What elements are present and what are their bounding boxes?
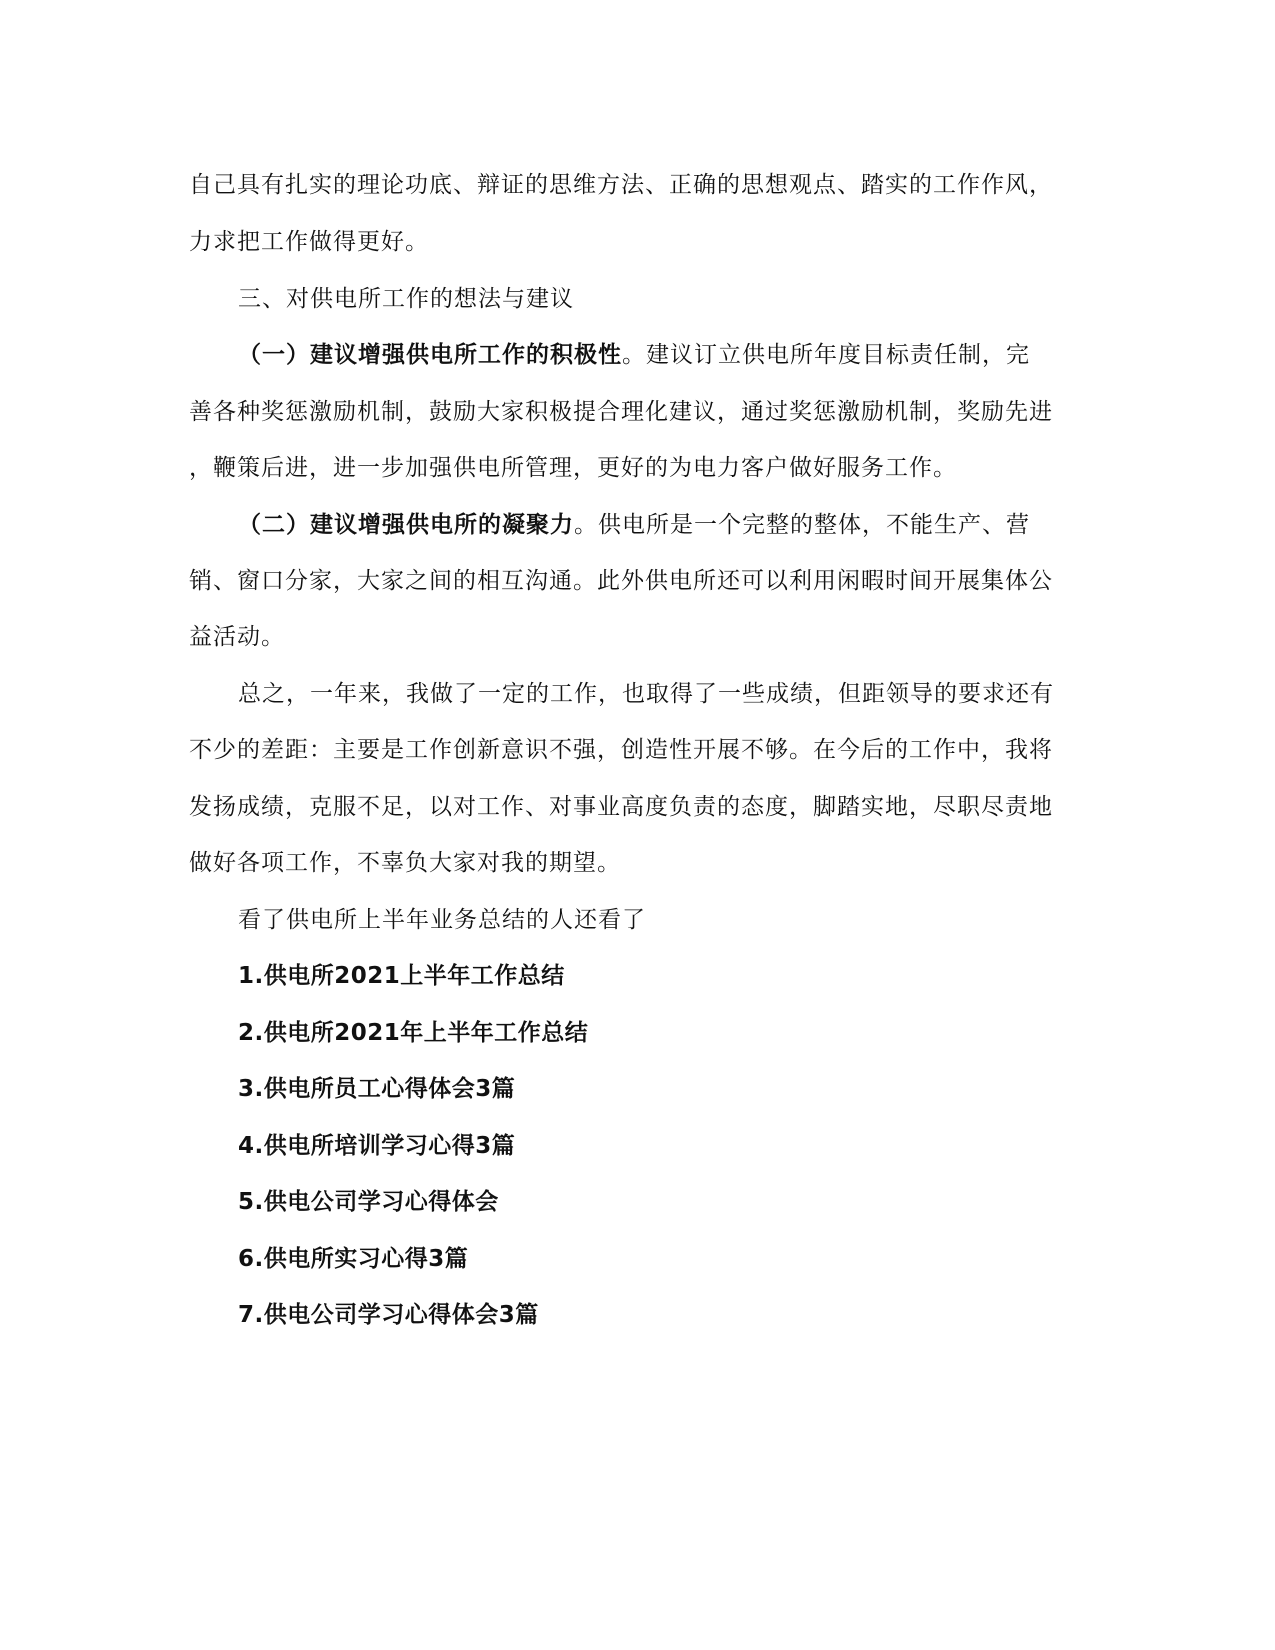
paragraph-line: 自己具有扎实的理论功底、辩证的思维方法、正确的思想观点、踏实的工作作风， (189, 172, 1053, 198)
paragraph-line: 益活动。 (189, 624, 285, 650)
conclusion-line: 总之，一年来，我做了一定的工作，也取得了一些成绩，但距领导的要求还有 (238, 681, 1054, 707)
related-link[interactable]: 7.供电公司学习心得体会3篇 (238, 1302, 539, 1328)
section-heading: 三、对供电所工作的想法与建议 (238, 286, 574, 312)
suggestion-2-line (238, 510, 1138, 540)
suggestion-1-line (238, 340, 1138, 370)
related-link[interactable]: 5.供电公司学习心得体会 (238, 1189, 499, 1215)
suggestion-2-title: （二）建议增强供电所的凝聚力 (238, 512, 574, 538)
suggestion-1-title: （一）建议增强供电所工作的积极性 (238, 342, 622, 368)
related-link[interactable]: 3.供电所员工心得体会3篇 (238, 1076, 516, 1102)
related-intro: 看了供电所上半年业务总结的人还看了 (238, 907, 646, 933)
paragraph-line: 销、窗口分家，大家之间的相互沟通。此外供电所还可以利用闲暇时间开展集体公 (189, 568, 1053, 594)
paragraph-line: 做好各项工作，不辜负大家对我的期望。 (189, 850, 621, 876)
related-link[interactable]: 6.供电所实习心得3篇 (238, 1246, 469, 1272)
paragraph-line: 不少的差距：主要是工作创新意识不强，创造性开展不够。在今后的工作中，我将 (189, 737, 1053, 763)
related-link[interactable]: 2.供电所2021年上半年工作总结 (238, 1020, 589, 1046)
suggestion-1-text: 。建议订立供电所年度目标责任制，完 (622, 342, 1030, 368)
related-link[interactable]: 1.供电所2021上半年工作总结 (238, 963, 565, 989)
paragraph-line: 善各种奖惩激励机制，鼓励大家积极提合理化建议，通过奖惩激励机制，奖励先进 (189, 399, 1053, 425)
paragraph-line: 力求把工作做得更好。 (189, 229, 429, 255)
related-link[interactable]: 4.供电所培训学习心得3篇 (238, 1133, 516, 1159)
paragraph-line: ，鞭策后进，进一步加强供电所管理，更好的为电力客户做好服务工作。 (189, 455, 957, 481)
suggestion-2-text: 。供电所是一个完整的整体，不能生产、营 (574, 512, 1030, 538)
paragraph-line: 发扬成绩，克服不足，以对工作、对事业高度负责的态度，脚踏实地，尽职尽责地 (189, 794, 1053, 820)
